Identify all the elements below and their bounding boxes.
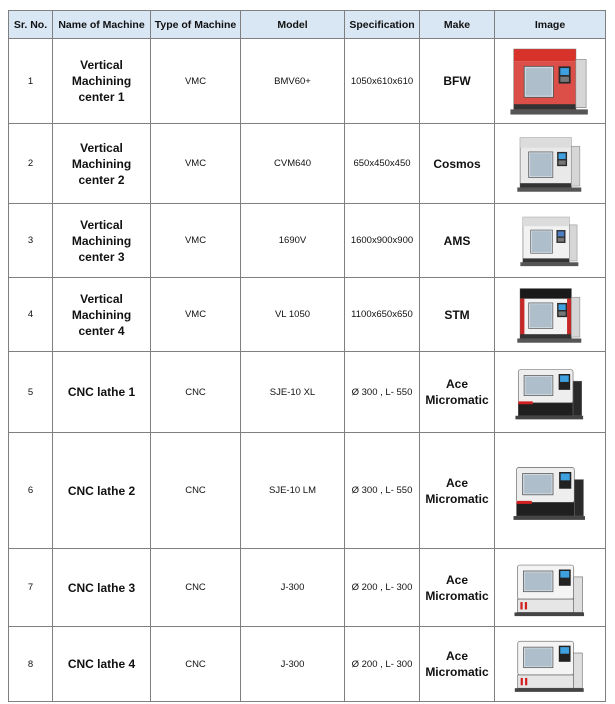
make-name: Ace Micromatic: [425, 475, 489, 506]
make-cell: [420, 549, 495, 627]
table-row: [9, 124, 606, 204]
make-cell: [420, 204, 495, 278]
specification-cell: Ø 300 , L- 550: [345, 352, 420, 433]
header-row: [9, 11, 606, 39]
header-model: Model: [241, 11, 345, 39]
make-cell: [420, 39, 495, 124]
table-row: [9, 39, 606, 124]
model-cell: BMV60+: [241, 39, 345, 124]
sr-no-cell: 6: [9, 433, 53, 549]
make-cell: [420, 627, 495, 702]
machine-image-cell: [495, 124, 606, 204]
table-row: [9, 549, 606, 627]
model-cell: 1690V: [241, 204, 345, 278]
machine-name: Vertical Machining center 4: [71, 291, 132, 338]
machine-type-cell: VMC: [151, 204, 241, 278]
machine-name-cell: [53, 627, 151, 702]
sr-no-cell: 3: [9, 204, 53, 278]
vmc-red-machine-icon: [497, 41, 603, 121]
make-cell: [420, 352, 495, 433]
sr-no-cell: 8: [9, 627, 53, 702]
make-cell: [420, 278, 495, 352]
machine-type-cell: VMC: [151, 124, 241, 204]
machine-type-cell: CNC: [151, 433, 241, 549]
table-row: [9, 278, 606, 352]
vmc-grey-machine-icon: [497, 132, 603, 196]
header-image: Image: [495, 11, 606, 39]
machine-type-cell: VMC: [151, 39, 241, 124]
header-make: Make: [420, 11, 495, 39]
make-name: Ace Micromatic: [425, 649, 489, 679]
machine-image-cell: [495, 549, 606, 627]
machine-name-cell: [53, 278, 151, 352]
cnc-lathe-icon: [497, 447, 603, 535]
sr-no-cell: 5: [9, 352, 53, 433]
sr-no-cell: 1: [9, 39, 53, 124]
header-sr-no: Sr. No.: [9, 11, 53, 39]
make-name: Cosmos: [433, 156, 481, 171]
vmc-blue-machine-icon: [497, 212, 603, 270]
make-cell: [420, 433, 495, 549]
machine-image-cell: [495, 204, 606, 278]
specification-cell: Ø 200 , L- 300: [345, 549, 420, 627]
machine-name: CNC lathe 1: [67, 385, 136, 399]
machine-type-cell: CNC: [151, 352, 241, 433]
specification-cell: 1600x900x900: [345, 204, 420, 278]
machine-name: Vertical Machining center 1: [71, 58, 132, 104]
machine-image-cell: [495, 39, 606, 124]
specification-cell: Ø 300 , L- 550: [345, 433, 420, 549]
machine-name-cell: [53, 39, 151, 124]
machine-name-cell: [53, 549, 151, 627]
sr-no-cell: 2: [9, 124, 53, 204]
cnc-lathe-white-icon: [497, 554, 603, 622]
machine-name-cell: [53, 124, 151, 204]
machine-type-cell: VMC: [151, 278, 241, 352]
table-row: [9, 627, 606, 702]
machine-type-cell: CNC: [151, 549, 241, 627]
header-name: Name of Machine: [53, 11, 151, 39]
make-name: Ace Micromatic: [425, 572, 489, 603]
machine-name: CNC lathe 2: [67, 483, 136, 498]
model-cell: J-300: [241, 549, 345, 627]
machine-name-cell: [53, 352, 151, 433]
machine-name: Vertical Machining center 3: [71, 217, 132, 264]
machine-image-cell: [495, 352, 606, 433]
make-cell: [420, 124, 495, 204]
vmc-red-trim-machine-icon: [497, 283, 603, 347]
table-row: [9, 204, 606, 278]
sr-no-cell: 7: [9, 549, 53, 627]
specification-cell: 1050x610x610: [345, 39, 420, 124]
cnc-lathe-icon: [497, 357, 603, 427]
model-cell: CVM640: [241, 124, 345, 204]
header-specification: Specification: [345, 11, 420, 39]
machine-image-cell: [495, 627, 606, 702]
machine-image-cell: [495, 278, 606, 352]
machine-name-cell: [53, 204, 151, 278]
model-cell: SJE-10 XL: [241, 352, 345, 433]
specification-cell: 650x450x450: [345, 124, 420, 204]
model-cell: SJE-10 LM: [241, 433, 345, 549]
make-name: STM: [444, 307, 470, 322]
sr-no-cell: 4: [9, 278, 53, 352]
specification-cell: 1100x650x650: [345, 278, 420, 352]
make-name: AMS: [443, 233, 471, 248]
machines-table: [8, 10, 606, 702]
cnc-lathe-white-icon: [497, 631, 603, 697]
make-name: Ace Micromatic: [425, 377, 489, 407]
header-type: Type of Machine: [151, 11, 241, 39]
model-cell: J-300: [241, 627, 345, 702]
specification-cell: Ø 200 , L- 300: [345, 627, 420, 702]
table-row: [9, 352, 606, 433]
machine-name: CNC lathe 3: [67, 580, 136, 595]
machine-name: Vertical Machining center 2: [71, 140, 132, 187]
table-row: [9, 433, 606, 549]
model-cell: VL 1050: [241, 278, 345, 352]
machine-type-cell: CNC: [151, 627, 241, 702]
machine-image-cell: [495, 433, 606, 549]
machine-name-cell: [53, 433, 151, 549]
machine-name: CNC lathe 4: [67, 657, 136, 671]
make-name: BFW: [443, 74, 471, 88]
